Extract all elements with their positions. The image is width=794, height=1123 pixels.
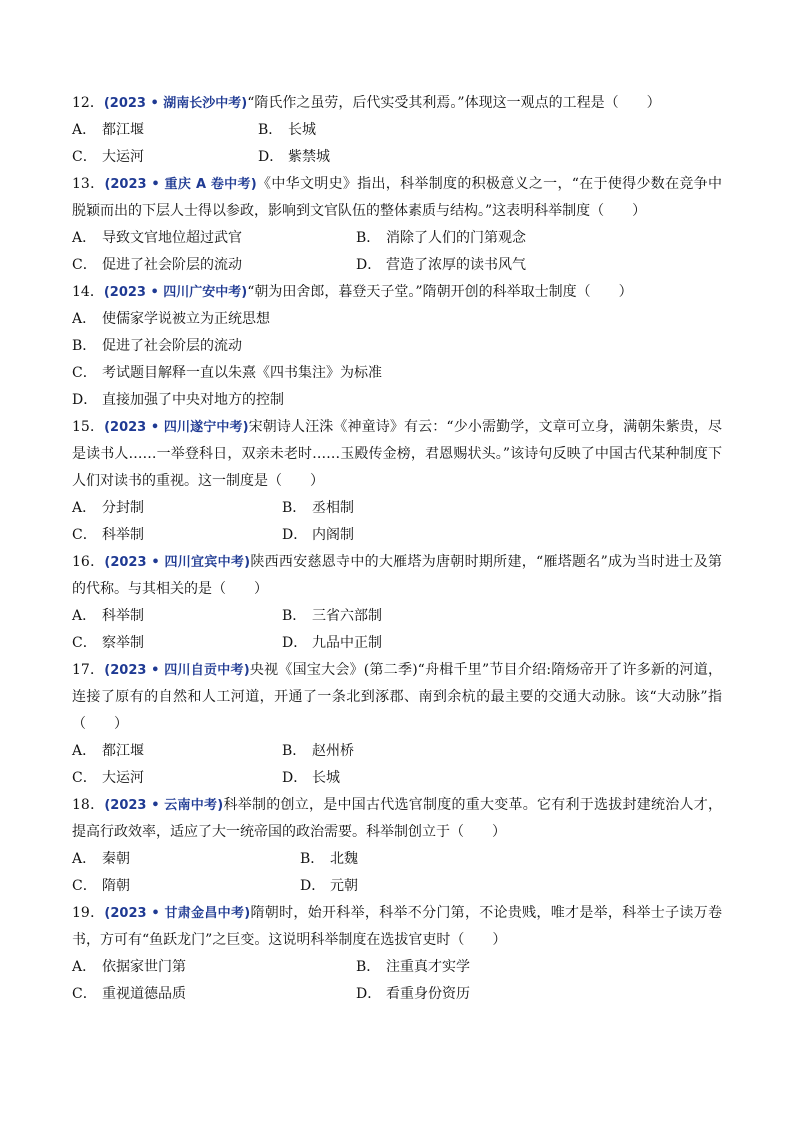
question-text: “隋氏作之虽劳，后代实受其利焉。”体现这一观点的工程是（ ）	[247, 95, 661, 111]
option-b[interactable]: B． 消除了人们的门第观念	[356, 230, 526, 246]
option-d[interactable]: D． 内阁制	[282, 527, 354, 543]
option-c[interactable]: C． 考试题目解释一直以朱熹《四书集注》为标准	[72, 365, 382, 381]
question-stem	[72, 279, 722, 306]
option-row	[72, 117, 722, 144]
question-stem	[72, 414, 722, 495]
option-a[interactable]: A． 秦朝	[72, 851, 130, 867]
question-stem	[72, 792, 722, 846]
option-b[interactable]: B． 赵州桥	[282, 743, 354, 759]
option-a[interactable]: A． 依据家世门第	[72, 959, 186, 975]
question-16	[72, 549, 722, 657]
question-source: (2023 • 云南中考)	[104, 798, 224, 813]
option-c[interactable]: C． 科举制	[72, 527, 144, 543]
option-row	[72, 522, 722, 549]
option-d[interactable]: D． 营造了浓厚的读书风气	[356, 257, 526, 273]
option-d[interactable]: D． 元朝	[300, 878, 358, 894]
question-stem	[72, 90, 722, 117]
question-number: 12．	[72, 95, 104, 111]
question-source: (2023 • 四川遂宁中考)	[104, 420, 249, 435]
question-stem	[72, 657, 722, 738]
question-number: 13．	[72, 176, 105, 192]
option-row	[72, 981, 722, 1008]
option-row	[72, 873, 722, 900]
question-number: 17．	[72, 662, 105, 678]
question-text: “朝为田舍郎，暮登天子堂。”隋朝开创的科举取士制度（ ）	[247, 284, 633, 300]
option-c[interactable]: C． 大运河	[72, 149, 144, 165]
question-13	[72, 171, 722, 279]
question-text: 陕西西安慈恩寺中的大雁塔为唐朝时期所建，“雁塔题名”成为当时进士及第的代称。与其相关的是（ ）	[72, 554, 722, 597]
option-b[interactable]: B． 北魏	[300, 851, 358, 867]
question-number: 18．	[72, 797, 105, 813]
option-d[interactable]: D． 直接加强了中央对地方的控制	[72, 392, 284, 408]
option-c[interactable]: C． 重视道德品质	[72, 986, 186, 1002]
question-14	[72, 279, 722, 414]
option-a[interactable]: A． 使儒家学说被立为正统思想	[72, 311, 270, 327]
question-text: 央视《国宝大会》(第二季)“舟楫千里”节目介绍:隋炀帝开了许多新的河道，连接了原有的自然和人工河道，开通了一条北到涿郡、南到余杭的最主要的交通大动脉。该“大动脉”指（ ）	[72, 662, 722, 732]
option-b[interactable]: B． 注重真才实学	[356, 959, 470, 975]
option-d[interactable]: D． 紫禁城	[258, 149, 330, 165]
option-b[interactable]: B． 促进了社会阶层的流动	[72, 338, 242, 354]
option-a[interactable]: A． 分封制	[72, 500, 144, 516]
question-source: (2023 • 甘肃金昌中考)	[104, 906, 251, 921]
option-a[interactable]: A． 都江堰	[72, 743, 144, 759]
question-text: 宋朝诗人汪洙《神童诗》有云：“少小需勤学，文章可立身，满朝朱紫贵，尽是读书人……一举登科日，双亲未老时……玉殿传金榜，君恩赐状头。”该诗句反映了中国古代某种制度下人们对读书的重视。这一制度是（ ）	[72, 419, 722, 489]
question-12	[72, 90, 722, 171]
option-row	[72, 765, 722, 792]
option-d[interactable]: D． 九品中正制	[282, 635, 382, 651]
option-row	[72, 225, 722, 252]
question-text: 隋朝时，始开科举，科举不分门第，不论贵贱，唯才是举，科举士子读万卷书，方可有“鱼跃龙门”之巨变。这说明科举制度在选拔官吏时（ ）	[72, 905, 722, 948]
question-source: (2023 • 四川广安中考)	[103, 285, 248, 300]
option-d[interactable]: D． 长城	[282, 770, 340, 786]
option-row	[72, 954, 722, 981]
question-number: 19．	[72, 905, 105, 921]
option-row	[72, 495, 722, 522]
question-15	[72, 414, 722, 549]
question-stem	[72, 900, 722, 954]
question-number: 15．	[72, 419, 105, 435]
question-text: 科举制的创立，是中国古代选官制度的重大变革。它有利于选拔封建统治人才，提高行政效率，适应了大一统帝国的政治需要。科举制创立于（ ）	[72, 797, 723, 840]
question-source: (2023 • 四川宜宾中考)	[104, 555, 251, 570]
option-a[interactable]: A． 导致文官地位超过武官	[72, 230, 242, 246]
option-b[interactable]: B． 三省六部制	[282, 608, 382, 624]
option-b[interactable]: B． 丞相制	[282, 500, 354, 516]
option-a[interactable]: A． 都江堰	[72, 122, 144, 138]
option-row	[72, 603, 722, 630]
question-stem	[72, 549, 722, 603]
option-row	[72, 630, 722, 657]
option-b[interactable]: B． 长城	[258, 122, 316, 138]
question-18	[72, 792, 722, 900]
option-row	[72, 252, 722, 279]
question-number: 14．	[72, 284, 104, 300]
option-row	[72, 738, 722, 765]
question-source: (2023 • 四川自贡中考)	[104, 663, 250, 678]
question-17	[72, 657, 722, 792]
option-c[interactable]: C． 察举制	[72, 635, 144, 651]
option-c[interactable]: C． 隋朝	[72, 878, 130, 894]
option-a[interactable]: A． 科举制	[72, 608, 144, 624]
question-number: 16．	[72, 554, 105, 570]
option-c[interactable]: C． 促进了社会阶层的流动	[72, 257, 242, 273]
option-row	[72, 144, 722, 171]
question-list	[72, 90, 722, 1008]
question-source: (2023 • 湖南长沙中考)	[103, 96, 248, 111]
option-c[interactable]: C． 大运河	[72, 770, 144, 786]
question-source: (2023 • 重庆 A 卷中考)	[104, 177, 257, 192]
question-stem	[72, 171, 722, 225]
option-d[interactable]: D． 看重身份资历	[356, 986, 470, 1002]
question-text: 《中华文明史》指出，科举制度的积极意义之一，“在于使得少数在竞争中脱颖而出的下层人士得以参政，影响到文官队伍的整体素质与结构。”这表明科举制度（ ）	[72, 176, 722, 219]
question-19	[72, 900, 722, 1008]
option-row	[72, 846, 722, 873]
